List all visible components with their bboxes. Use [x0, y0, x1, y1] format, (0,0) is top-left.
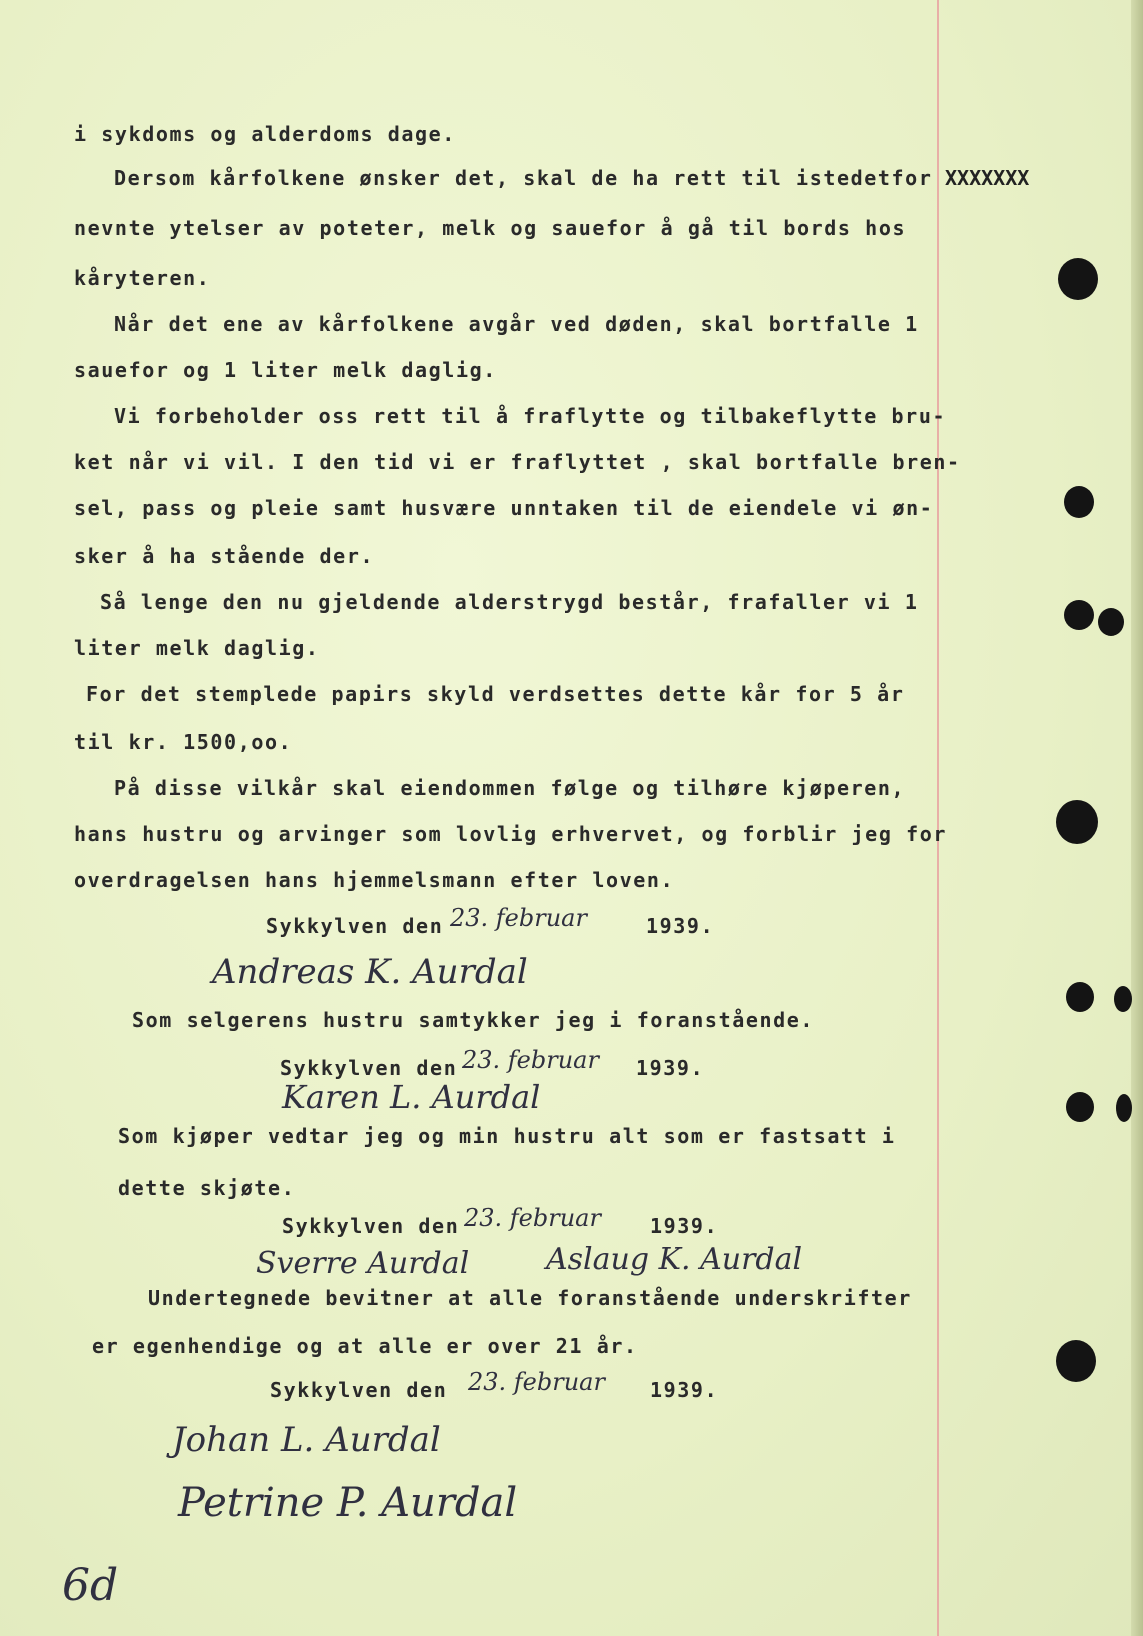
text-line: liter melk daglig. [74, 636, 320, 660]
handwritten-date: 23. februar [464, 1204, 601, 1232]
year-label: 1939. [650, 1378, 719, 1402]
punch-hole [1066, 982, 1094, 1012]
punch-hole [1056, 1340, 1096, 1382]
text-line: er egenhendige og at alle er over 21 år. [92, 1334, 638, 1358]
text-line: sauefor og 1 liter melk daglig. [74, 358, 497, 382]
text-line: For det stemplede papirs skyld verdsettes dette kår for 5 år [86, 682, 905, 706]
text-line: sel, pass og pleie samt husvære unntaken til de eiendele vi øn- [74, 496, 934, 520]
text-line: hans hustru og arvinger som lovlig erhvervet, og forblir jeg for [74, 822, 948, 846]
year-label: 1939. [650, 1214, 719, 1238]
signature-seller-wife: Karen L. Aurdal [282, 1078, 541, 1116]
text-line: til kr. 1500,oo. [74, 730, 293, 754]
place-label: Sykkylven den [280, 1056, 458, 1080]
signature-witness-2: Petrine P. Aurdal [178, 1480, 518, 1526]
text-line: Som kjøper vedtar jeg og min hustru alt som er fastsatt i [118, 1124, 896, 1148]
text-line: Så lenge den nu gjeldende alderstrygd består, frafaller vi 1 [100, 590, 919, 614]
text-line: Vi forbeholder oss rett til å fraflytte og tilbakeflytte bru- [114, 404, 947, 428]
text-line: overdragelsen hans hjemmelsmann efter loven. [74, 868, 675, 892]
text-line: ket når vi vil. I den tid vi er fraflyttet , skal bortfalle bren- [74, 450, 961, 474]
text-line: sker å ha stående der. [74, 544, 375, 568]
signature-buyer: Sverre Aurdal [256, 1246, 470, 1281]
text-line: På disse vilkår skal eiendommen følge og tilhøre kjøperen, [114, 776, 906, 800]
punch-hole [1116, 1094, 1132, 1122]
place-label: Sykkylven den [266, 914, 444, 938]
text-line: Undertegnede bevitner at alle foranstående underskrifter [148, 1286, 912, 1310]
margin-rule [937, 0, 939, 1636]
handwritten-date: 23. februar [450, 904, 587, 932]
page-edge [1131, 0, 1143, 1636]
struck-out-text: XXXXXXX [945, 166, 1030, 190]
year-label: 1939. [646, 914, 715, 938]
margin-note: 6d [62, 1560, 119, 1611]
text-line: nevnte ytelser av poteter, melk og sauefor å gå til bords hos [74, 216, 907, 240]
handwritten-date: 23. februar [462, 1046, 599, 1074]
text-line: dette skjøte. [118, 1176, 296, 1200]
punch-hole [1064, 600, 1094, 630]
text-line: kåryteren. [74, 266, 211, 290]
year-label: 1939. [636, 1056, 705, 1080]
signature-buyer-wife: Aslaug K. Aurdal [546, 1242, 803, 1277]
punch-hole [1058, 258, 1098, 300]
punch-hole [1114, 986, 1132, 1012]
punch-hole [1098, 608, 1124, 636]
text-line: Som selgerens hustru samtykker jeg i foranstående. [132, 1008, 815, 1032]
punch-hole [1066, 1092, 1094, 1122]
text-line: Dersom kårfolkene ønsker det, skal de ha rett til istedetfor [114, 166, 933, 190]
text-line: i sykdoms og alderdoms dage. [74, 122, 456, 146]
text-line: Når det ene av kårfolkene avgår ved døden, skal bortfalle 1 [114, 312, 919, 336]
punch-hole [1056, 800, 1098, 844]
handwritten-date: 23. februar [468, 1368, 605, 1396]
place-label: Sykkylven den [270, 1378, 448, 1402]
punch-hole [1064, 486, 1094, 518]
place-label: Sykkylven den [282, 1214, 460, 1238]
signature-seller: Andreas K. Aurdal [212, 952, 528, 992]
signature-witness-1: Johan L. Aurdal [172, 1420, 441, 1460]
